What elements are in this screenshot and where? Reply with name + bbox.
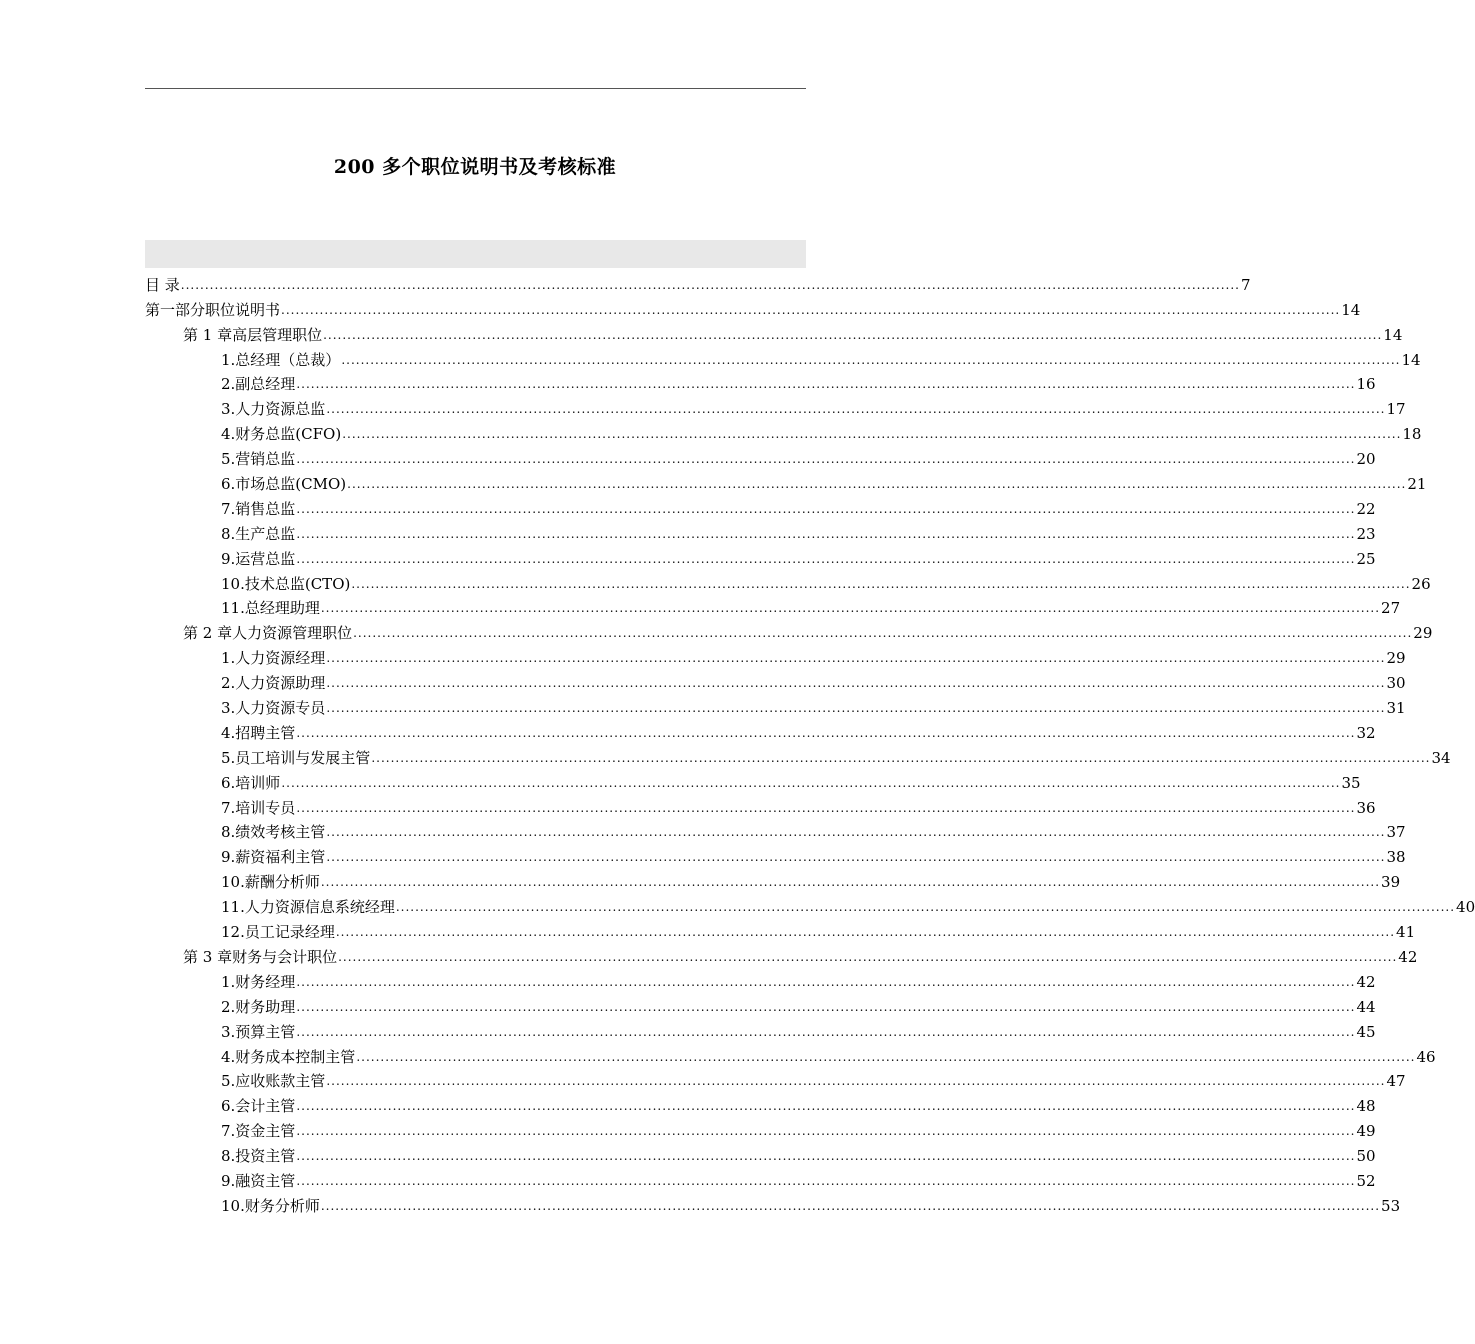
- toc-entry-page: 42: [1398, 947, 1418, 966]
- toc-entry-page: 29: [1386, 649, 1406, 668]
- toc-entry-page: 27: [1381, 599, 1401, 618]
- toc-entry-label: 第 1 章高层管理职位: [183, 325, 323, 344]
- toc-entry[interactable]: [145, 1141, 1376, 1166]
- toc-entry-page: 34: [1431, 748, 1451, 767]
- toc-entry-page: 41: [1396, 923, 1416, 942]
- toc-leader-dots: ............................................................................................................................................................................................................................: [296, 1149, 1356, 1164]
- toc-entry-label: 4.财务成本控制主管: [221, 1047, 356, 1066]
- toc-entry-label: 10.财务分析师: [221, 1196, 320, 1215]
- toc-entry-label: 4.财务总监(CFO): [221, 425, 342, 444]
- toc-leader-dots: ............................................................................................................................................................................................................................: [335, 925, 1396, 940]
- toc-entry-page: 40: [1456, 898, 1475, 917]
- toc-leader-dots: ............................................................................................................................................................................................................................: [296, 1124, 1356, 1139]
- toc-entry[interactable]: [145, 394, 1406, 419]
- toc-entry-page: 45: [1356, 1022, 1376, 1041]
- toc-leader-dots: ............................................................................................................................................................................................................................: [296, 377, 1356, 392]
- toc-entry-label: 8.投资主管: [221, 1147, 296, 1166]
- toc-leader-dots: ............................................................................................................................................................................................................................: [296, 999, 1356, 1014]
- toc-leader-dots: ............................................................................................................................................................................................................................: [395, 900, 1456, 915]
- toc-entry-page: 46: [1416, 1047, 1436, 1066]
- toc-entry[interactable]: [145, 295, 1361, 320]
- toc-entry-label: 5.营销总监: [221, 450, 296, 469]
- toc-entry-label: 9.融资主管: [221, 1171, 296, 1190]
- toc-entry-label: 10.薪酬分析师: [221, 873, 320, 892]
- toc-entry[interactable]: [145, 469, 1427, 494]
- toc-entry-page: 32: [1356, 723, 1376, 742]
- toc-leader-dots: ............................................................................................................................................................................................................................: [296, 725, 1356, 740]
- toc-leader-dots: ............................................................................................................................................................................................................................: [296, 551, 1356, 566]
- toc-entry-page: 17: [1386, 400, 1406, 419]
- toc-leader-dots: ............................................................................................................................................................................................................................: [281, 302, 1341, 317]
- toc-entry[interactable]: [145, 270, 1251, 295]
- toc-entry[interactable]: [145, 419, 1422, 444]
- toc-entry[interactable]: [145, 1191, 1401, 1216]
- toc-entry-label: 2.副总经理: [221, 375, 296, 394]
- toc-leader-dots: ............................................................................................................................................................................................................................: [347, 477, 1407, 492]
- toc-leader-dots: ............................................................................................................................................................................................................................: [296, 974, 1356, 989]
- toc-entry-label: 10.技术总监(CTO): [221, 574, 351, 593]
- toc-entry-label: 11.人力资源信息系统经理: [221, 898, 395, 917]
- toc-entry-label: 9.薪资福利主管: [221, 848, 326, 867]
- toc-leader-dots: ............................................................................................................................................................................................................................: [296, 526, 1356, 541]
- toc-entry-page: 35: [1341, 773, 1361, 792]
- toc-leader-dots: ............................................................................................................................................................................................................................: [320, 875, 1381, 890]
- toc-entry-page: 26: [1411, 574, 1431, 593]
- toc-leader-dots: ............................................................................................................................................................................................................................: [326, 701, 1386, 716]
- toc-entry-label: 9.运营总监: [221, 549, 296, 568]
- toc-entry-label: 1.人力资源经理: [221, 649, 326, 668]
- toc-entry-page: 48: [1356, 1097, 1376, 1116]
- toc-entry-label: 7.资金主管: [221, 1122, 296, 1141]
- toc-entry-label: 3.人力资源专员: [221, 699, 326, 718]
- toc-entry[interactable]: [145, 768, 1361, 793]
- toc-entry[interactable]: [145, 917, 1416, 942]
- toc-entry[interactable]: [145, 718, 1376, 743]
- toc-entry-label: 2.财务助理: [221, 997, 296, 1016]
- toc-entry[interactable]: [145, 594, 1401, 619]
- toc-entry-label: 1.财务经理: [221, 972, 296, 991]
- toc-entry-label: 第 2 章人力资源管理职位: [183, 624, 353, 643]
- toc-entry-page: 30: [1386, 674, 1406, 693]
- toc-entry[interactable]: [145, 1067, 1406, 1092]
- toc-entry-page: 31: [1386, 699, 1406, 718]
- toc-entry[interactable]: [145, 1116, 1376, 1141]
- toc-leader-dots: ............................................................................................................................................................................................................................: [356, 1049, 1416, 1064]
- document-title: 200 多个职位说明书及考核标准: [333, 156, 617, 178]
- toc-leader-dots: ............................................................................................................................................................................................................................: [326, 1074, 1386, 1089]
- toc-entry-label: 12.员工记录经理: [221, 923, 335, 942]
- toc-entry-page: 29: [1413, 624, 1433, 643]
- toc-entry-page: 16: [1356, 375, 1376, 394]
- toc-entry[interactable]: [145, 967, 1376, 992]
- toc-leader-dots: ............................................................................................................................................................................................................................: [296, 452, 1356, 467]
- toc-entry-page: 39: [1381, 873, 1401, 892]
- toc-leader-dots: ............................................................................................................................................................................................................................: [326, 825, 1386, 840]
- header-rule: [145, 88, 806, 89]
- toc-entry-page: 20: [1356, 450, 1376, 469]
- table-of-contents: [145, 270, 1475, 1216]
- toc-entry-label: 11.总经理助理: [221, 599, 320, 618]
- toc-entry-page: 14: [1341, 300, 1361, 319]
- header-band: [145, 240, 806, 268]
- toc-entry[interactable]: [145, 494, 1376, 519]
- toc-entry[interactable]: [145, 519, 1376, 544]
- toc-entry[interactable]: [145, 942, 1418, 967]
- toc-leader-dots: ............................................................................................................................................................................................................................: [326, 651, 1386, 666]
- toc-entry[interactable]: [145, 818, 1406, 843]
- toc-entry-label: 目 录: [145, 275, 180, 294]
- toc-leader-dots: ............................................................................................................................................................................................................................: [341, 352, 1401, 367]
- toc-entry[interactable]: [145, 1042, 1436, 1067]
- toc-entry[interactable]: [145, 867, 1401, 892]
- toc-leader-dots: ............................................................................................................................................................................................................................: [326, 676, 1386, 691]
- toc-entry-page: 25: [1356, 549, 1376, 568]
- toc-entry-label: 7.销售总监: [221, 499, 296, 518]
- toc-entry[interactable]: [145, 618, 1433, 643]
- toc-entry-page: 38: [1386, 848, 1406, 867]
- toc-entry-label: 8.生产总监: [221, 524, 296, 543]
- toc-entry-page: 53: [1381, 1196, 1401, 1215]
- toc-entry-page: 52: [1356, 1171, 1376, 1190]
- toc-entry[interactable]: [145, 320, 1403, 345]
- toc-leader-dots: ............................................................................................................................................................................................................................: [326, 402, 1386, 417]
- toc-entry-page: 50: [1356, 1147, 1376, 1166]
- toc-entry-page: 44: [1356, 997, 1376, 1016]
- toc-entry[interactable]: [145, 544, 1376, 569]
- toc-entry-page: 23: [1356, 524, 1376, 543]
- toc-entry-label: 8.绩效考核主管: [221, 823, 326, 842]
- toc-leader-dots: ............................................................................................................................................................................................................................: [281, 775, 1341, 790]
- toc-entry[interactable]: [145, 444, 1376, 469]
- toc-entry[interactable]: [145, 345, 1421, 370]
- toc-leader-dots: ............................................................................................................................................................................................................................: [296, 501, 1356, 516]
- toc-entry-page: 14: [1401, 350, 1421, 369]
- toc-entry-label: 第一部分职位说明书: [145, 300, 281, 319]
- toc-entry[interactable]: [145, 693, 1406, 718]
- toc-leader-dots: ............................................................................................................................................................................................................................: [320, 601, 1381, 616]
- toc-leader-dots: ............................................................................................................................................................................................................................: [323, 327, 1383, 342]
- toc-entry[interactable]: [145, 793, 1376, 818]
- toc-leader-dots: ............................................................................................................................................................................................................................: [342, 427, 1402, 442]
- toc-leader-dots: ............................................................................................................................................................................................................................: [351, 576, 1411, 591]
- toc-leader-dots: ............................................................................................................................................................................................................................: [296, 1024, 1356, 1039]
- toc-entry-page: 14: [1383, 325, 1403, 344]
- toc-entry-page: 49: [1356, 1122, 1376, 1141]
- toc-entry[interactable]: [145, 668, 1406, 693]
- toc-entry[interactable]: [145, 1091, 1376, 1116]
- toc-leader-dots: ............................................................................................................................................................................................................................: [296, 800, 1356, 815]
- toc-entry[interactable]: [145, 842, 1406, 867]
- toc-entry-label: 1.总经理（总裁）: [221, 350, 341, 369]
- toc-entry-page: 42: [1356, 972, 1376, 991]
- toc-entry-label: 3.预算主管: [221, 1022, 296, 1041]
- toc-entry-label: 6.会计主管: [221, 1097, 296, 1116]
- toc-entry-page: 18: [1402, 425, 1422, 444]
- toc-entry-label: 4.招聘主管: [221, 723, 296, 742]
- toc-leader-dots: ............................................................................................................................................................................................................................: [326, 850, 1386, 865]
- toc-entry-page: 37: [1386, 823, 1406, 842]
- toc-entry-page: 47: [1386, 1072, 1406, 1091]
- toc-entry-label: 7.培训专员: [221, 798, 296, 817]
- toc-entry-page: 7: [1240, 275, 1251, 294]
- toc-entry[interactable]: [145, 992, 1376, 1017]
- toc-leader-dots: ............................................................................................................................................................................................................................: [338, 949, 1398, 964]
- toc-entry-page: 36: [1356, 798, 1376, 817]
- toc-leader-dots: ............................................................................................................................................................................................................................: [180, 277, 1240, 292]
- toc-entry[interactable]: [145, 643, 1406, 668]
- toc-entry[interactable]: [145, 892, 1475, 917]
- toc-leader-dots: ............................................................................................................................................................................................................................: [320, 1198, 1381, 1213]
- toc-entry-label: 5.应收账款主管: [221, 1072, 326, 1091]
- toc-entry[interactable]: [145, 370, 1376, 395]
- toc-entry-label: 2.人力资源助理: [221, 674, 326, 693]
- toc-leader-dots: ............................................................................................................................................................................................................................: [353, 626, 1413, 641]
- toc-entry-label: 5.员工培训与发展主管: [221, 748, 371, 767]
- toc-entry-label: 6.培训师: [221, 773, 281, 792]
- toc-entry[interactable]: [145, 743, 1451, 768]
- toc-entry-label: 3.人力资源总监: [221, 400, 326, 419]
- toc-leader-dots: ............................................................................................................................................................................................................................: [296, 1173, 1356, 1188]
- toc-entry-page: 22: [1356, 499, 1376, 518]
- toc-entry[interactable]: [145, 1017, 1376, 1042]
- toc-entry-label: 第 3 章财务与会计职位: [183, 947, 338, 966]
- toc-entry[interactable]: [145, 569, 1431, 594]
- toc-leader-dots: ............................................................................................................................................................................................................................: [371, 750, 1431, 765]
- toc-entry-page: 21: [1407, 475, 1427, 494]
- toc-entry-label: 6.市场总监(CMO): [221, 475, 347, 494]
- toc-leader-dots: ............................................................................................................................................................................................................................: [296, 1099, 1356, 1114]
- toc-entry[interactable]: [145, 1166, 1376, 1191]
